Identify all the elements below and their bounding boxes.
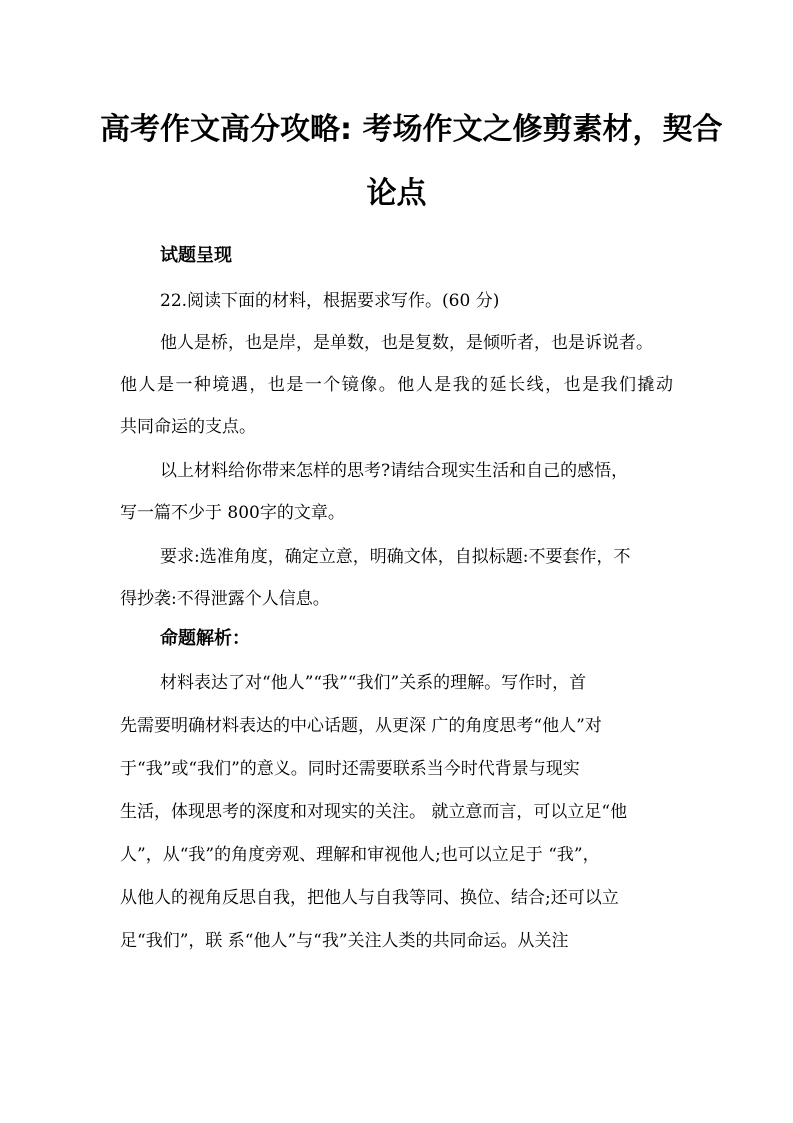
section-heading-analysis: 命题解析：	[160, 628, 250, 649]
question-line-2: 写一篇不少于 800字的文章。	[120, 503, 345, 523]
prompt-intro: 22.阅读下面的材料，根据要求写作。(60 分)	[160, 291, 500, 311]
analysis-line-4: 生活，体现思考的深度和对现实的关注。 就立意而言，可以立足“他	[120, 802, 628, 822]
analysis-line-3: 于“我”或“我们”的意义。同时还需要联系当今时代背景与现实	[120, 759, 580, 779]
document-title-line-2: 论点	[366, 176, 427, 211]
analysis-line-6: 从他人的视角反思自我，把他人与自我等同、换位、结合;还可以立	[120, 888, 619, 908]
section-heading-question: 试题呈现	[160, 245, 232, 266]
document-title-line-1: 高考作文高分攻略: 考场作文之修剪素材，契合	[100, 112, 723, 147]
material-line-2: 他人是一种境遇，也是一个镜像。他人是我的延长线，也是我们撬动	[120, 375, 673, 395]
requirements-line-1: 要求:选准角度，确定立意，明确文体，自拟标题:不要套作，不	[160, 547, 631, 567]
material-line-3: 共同命运的支点。	[120, 417, 256, 437]
requirements-line-2: 得抄袭:不得泄露个人信息。	[120, 589, 330, 609]
material-line-1: 他人是桥，也是岸，是单数，也是复数，是倾听者，也是诉说者。	[160, 333, 653, 353]
analysis-line-5: 人”，从“我”的角度旁观、理解和审视他人;也可以立足于 “我”，	[120, 845, 600, 865]
question-line-1: 以上材料给你带来怎样的思考?请结合现实生活和自己的感悟，	[160, 461, 629, 481]
analysis-line-2: 先需要明确材料表达的中心话题，从更深 广的角度思考“他人”对	[120, 716, 602, 736]
analysis-line-1: 材料表达了对“他人”“我”“我们”关系的理解。写作时，首	[160, 673, 587, 693]
analysis-line-7: 足“我们”，联 系“他人”与“我”关注人类的共同命运。从关注	[120, 931, 569, 951]
